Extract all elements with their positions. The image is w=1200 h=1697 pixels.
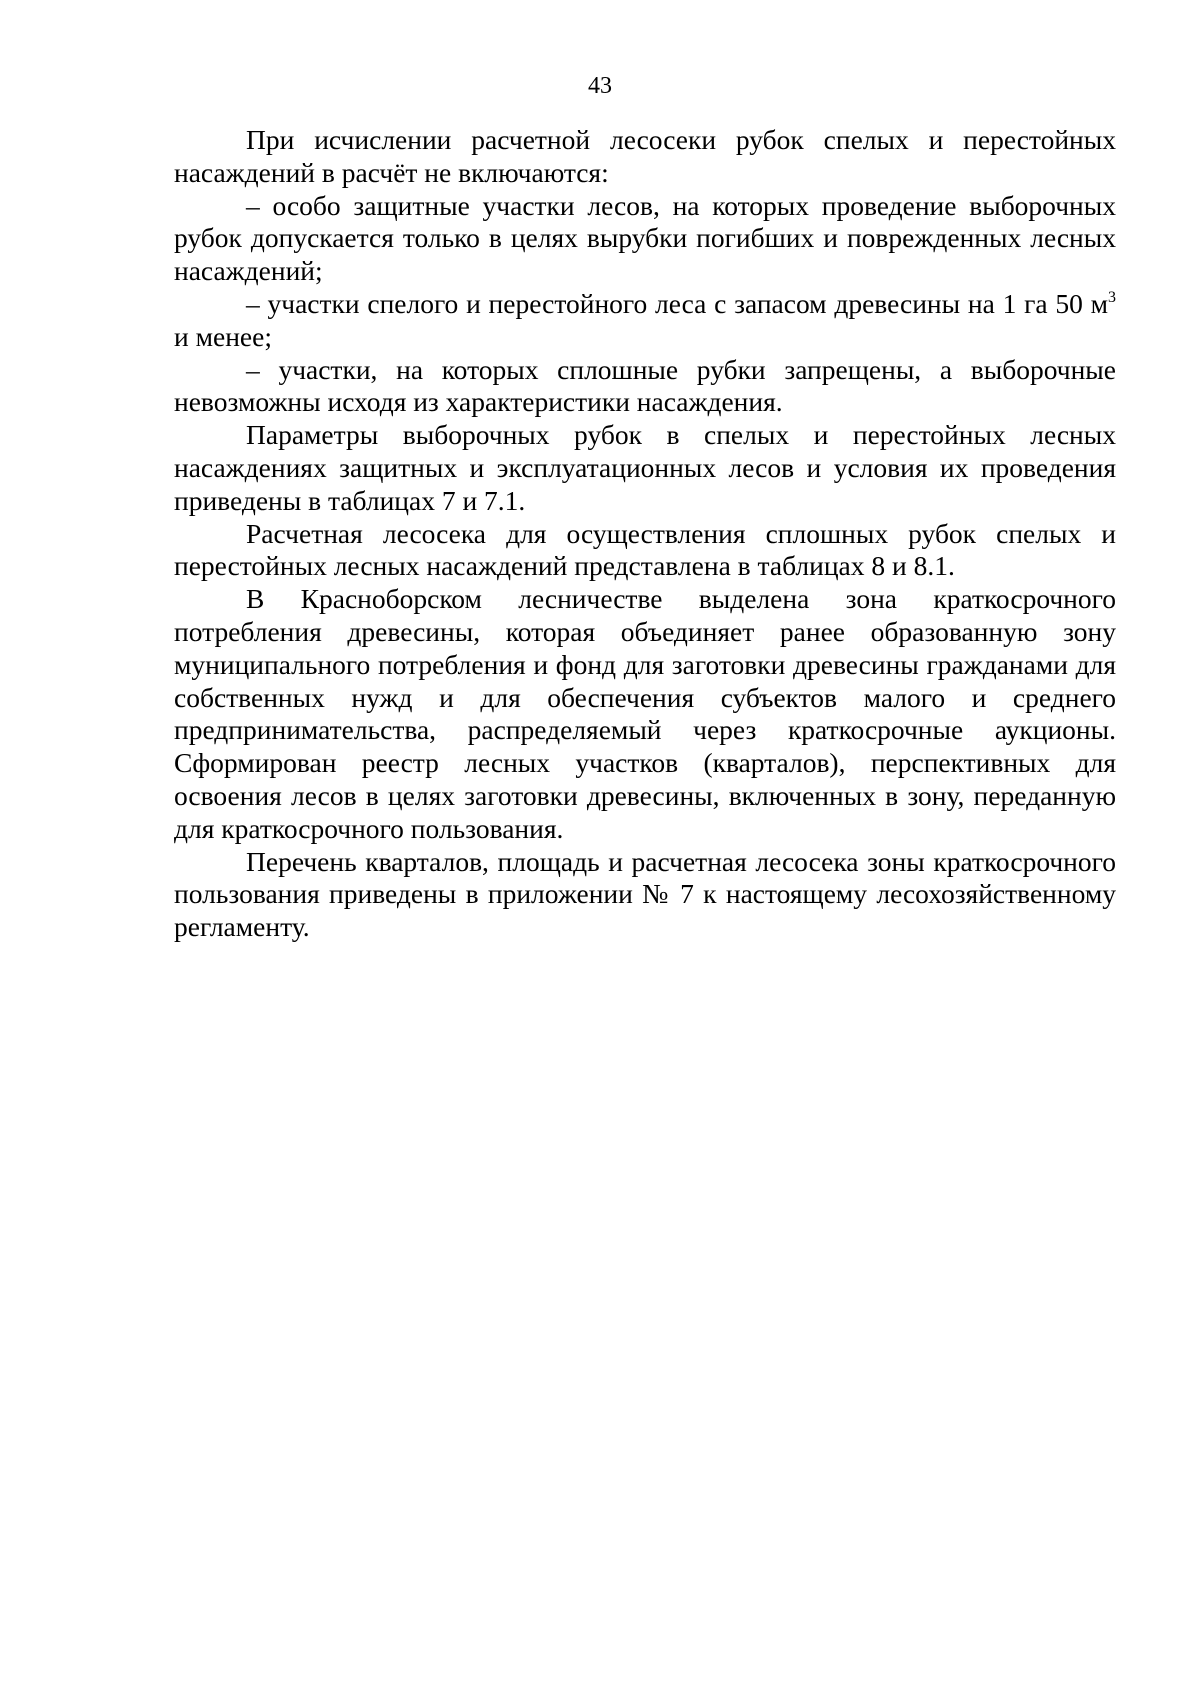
document-body [174, 124, 1116, 944]
paragraph-selective-parameters: Параметры выборочных рубок в спелых и перестойных лесных насаждениях защитных и эксплуатационных лесов и условия их проведения приведены в таблицах 7 и 7.1. [174, 419, 1116, 516]
paragraph-quarters-list: Перечень кварталов, площадь и расчетная лесосека зоны краткосрочного пользования приведены в приложении № 7 к настоящему лесохозяйственному регламенту. [174, 845, 1116, 943]
low-stock-text: – участки спелого и перестойного леса с запасом древесины на 1 га 50 м [246, 287, 1108, 319]
paragraph-prohibited-areas: – участки, на которых сплошные рубки запрещены, а выборочные невозможны исходя из характеристики насаждения. [174, 353, 1116, 418]
paragraph-low-stock-areas [174, 288, 1116, 354]
paragraph-exclusions-intro: При исчислении расчетной лесосеки рубок спелых и перестойных насаждений в расчёт не включаются: [174, 124, 1116, 188]
low-stock-text-end: и менее; [174, 320, 272, 352]
paragraph-protective-areas: – особо защитные участки лесов, на которых проведение выборочных рубок допускается только в целях вырубки погибших и поврежденных лесных насаждений; [174, 189, 1116, 287]
page-number: 43 [588, 73, 612, 99]
cubic-superscript: 3 [1108, 288, 1116, 306]
paragraph-short-term-zone: В Красноборском лесничестве выделена зона краткосрочного потребления древесины, которая объединяет ранее образованную зону муниципального потребления и фонд для заготовки древесины гражданами для собственных нужд и для обеспечения субъектов малого и среднего предпринимательства, распределяемый через краткосрочные аукционы. Сформирован реестр лесных участков (кварталов), перспективных для освоения лесов в целях заготовки древесины, включенных в зону, переданную для краткосрочного пользования. [174, 583, 1116, 844]
paragraph-clear-cutting: Расчетная лесосека для осуществления сплошных рубок спелых и перестойных лесных насаждений представлена в таблицах 8 и 8.1. [174, 517, 1116, 582]
